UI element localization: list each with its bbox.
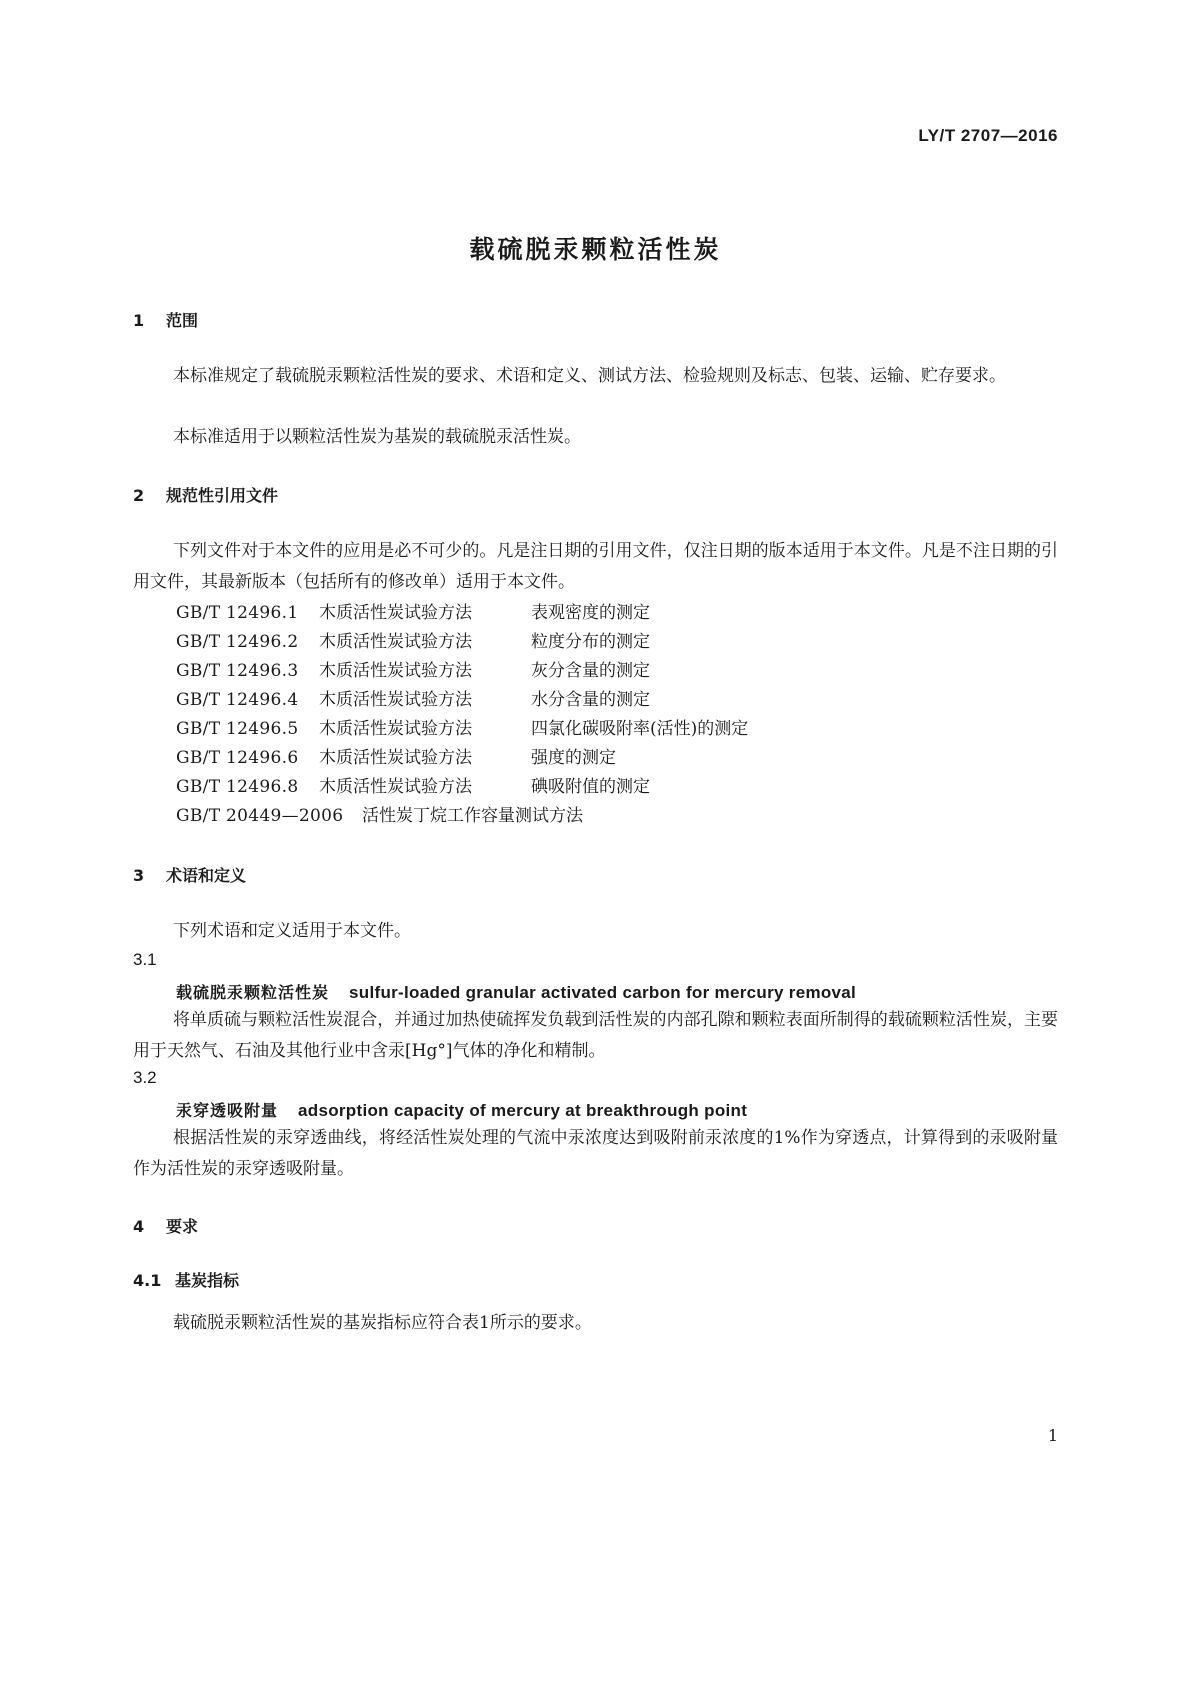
reference-item [176, 743, 616, 768]
reference-part: 水分含量的测定 [531, 690, 650, 710]
reference-series: 木质活性炭试验方法 [319, 603, 472, 623]
reference-code: GB/T 12496.3 [176, 661, 299, 681]
reference-item [176, 714, 748, 739]
term-english: sulfur-loaded granular activated carbon for mercury removal [349, 983, 857, 1002]
document-title: 载硫脱汞颗粒活性炭 [469, 235, 722, 264]
reference-item [176, 801, 583, 826]
section-heading-normative-references [133, 483, 278, 506]
base-carbon-paragraph: 载硫脱汞颗粒活性炭的基炭指标应符合表1所示的要求。 [173, 1313, 592, 1333]
term-chinese: 汞穿透吸附量 [176, 1101, 279, 1120]
reference-series: 木质活性炭试验方法 [319, 690, 472, 710]
section-number: 4 [133, 1217, 145, 1236]
reference-title: 活性炭丁烷工作容量测试方法 [362, 806, 583, 826]
reference-part: 碘吸附值的测定 [531, 777, 650, 797]
reference-code: GB/T 12496.6 [176, 748, 299, 768]
scope-paragraph-1: 本标准规定了载硫脱汞颗粒活性炭的要求、术语和定义、测试方法、检验规则及标志、包装、运输、贮存要求。 [173, 366, 1006, 386]
reference-item [176, 685, 650, 710]
terms-intro: 下列术语和定义适用于本文件。 [173, 921, 411, 941]
reference-series: 木质活性炭试验方法 [319, 661, 472, 681]
term-entry [176, 980, 856, 1003]
reference-code: GB/T 12496.8 [176, 777, 299, 797]
section-heading-requirements [133, 1214, 198, 1237]
reference-item [176, 627, 650, 652]
term-chinese: 载硫脱汞颗粒活性炭 [176, 983, 330, 1002]
scope-paragraph-2: 本标准适用于以颗粒活性炭为基炭的载硫脱汞活性炭。 [173, 427, 581, 447]
section-heading-terms [133, 863, 246, 886]
term-number: 3.1 [133, 950, 157, 969]
reference-code: GB/T 12496.2 [176, 632, 299, 652]
reference-item [176, 772, 650, 797]
reference-series: 木质活性炭试验方法 [319, 632, 472, 652]
reference-code: GB/T 12496.4 [176, 690, 299, 710]
section-number: 3 [133, 866, 145, 885]
reference-series: 木质活性炭试验方法 [319, 719, 472, 739]
section-title: 要求 [166, 1217, 199, 1236]
section-number: 2 [133, 486, 145, 505]
standard-code: LY/T 2707—2016 [918, 126, 1058, 145]
term-english: adsorption capacity of mercury at breakthrough point [298, 1101, 748, 1120]
reference-series: 木质活性炭试验方法 [319, 777, 472, 797]
reference-part: 表观密度的测定 [531, 603, 650, 623]
term-definition: 将单质硫与颗粒活性炭混合，并通过加热使硫挥发负载到活性炭的内部孔隙和颗粒表面所制得的载硫颗粒活性炭，主要用于天然气、石油及其他行业中含汞[Hg°]气体的净化和精制。 [133, 1010, 1058, 1061]
reference-part: 灰分含量的测定 [531, 661, 650, 681]
references-intro: 下列文件对于本文件的应用是必不可少的。凡是注日期的引用文件，仅注日期的版本适用于本文件。凡是不注日期的引用文件，其最新版本（包括所有的修改单）适用于本文件。 [133, 541, 1058, 592]
subsection-number: 4.1 [133, 1271, 162, 1290]
term-definition: 根据活性炭的汞穿透曲线，将经活性炭处理的气流中汞浓度达到吸附前汞浓度的1%作为穿透点，计算得到的汞吸附量作为活性炭的汞穿透吸附量。 [133, 1128, 1058, 1179]
reference-part: 四氯化碳吸附率(活性)的测定 [531, 719, 749, 739]
reference-series: 木质活性炭试验方法 [319, 748, 472, 768]
term-entry [176, 1098, 747, 1121]
section-number: 1 [133, 311, 145, 330]
section-heading-scope [133, 308, 198, 331]
term-number: 3.2 [133, 1068, 157, 1087]
subsection-title: 基炭指标 [175, 1271, 240, 1290]
reference-code: GB/T 12496.5 [176, 719, 299, 739]
reference-code: GB/T 12496.1 [176, 603, 299, 623]
section-title: 规范性引用文件 [166, 486, 279, 505]
reference-code: GB/T 20449—2006 [176, 806, 344, 826]
section-title: 范围 [166, 311, 199, 330]
page-number: 1 [1047, 1426, 1058, 1445]
reference-part: 强度的测定 [531, 748, 616, 768]
subsection-heading-base-carbon [133, 1268, 239, 1291]
reference-part: 粒度分布的测定 [531, 632, 650, 652]
reference-item [176, 656, 650, 681]
reference-item [176, 598, 650, 623]
section-title: 术语和定义 [166, 866, 247, 885]
